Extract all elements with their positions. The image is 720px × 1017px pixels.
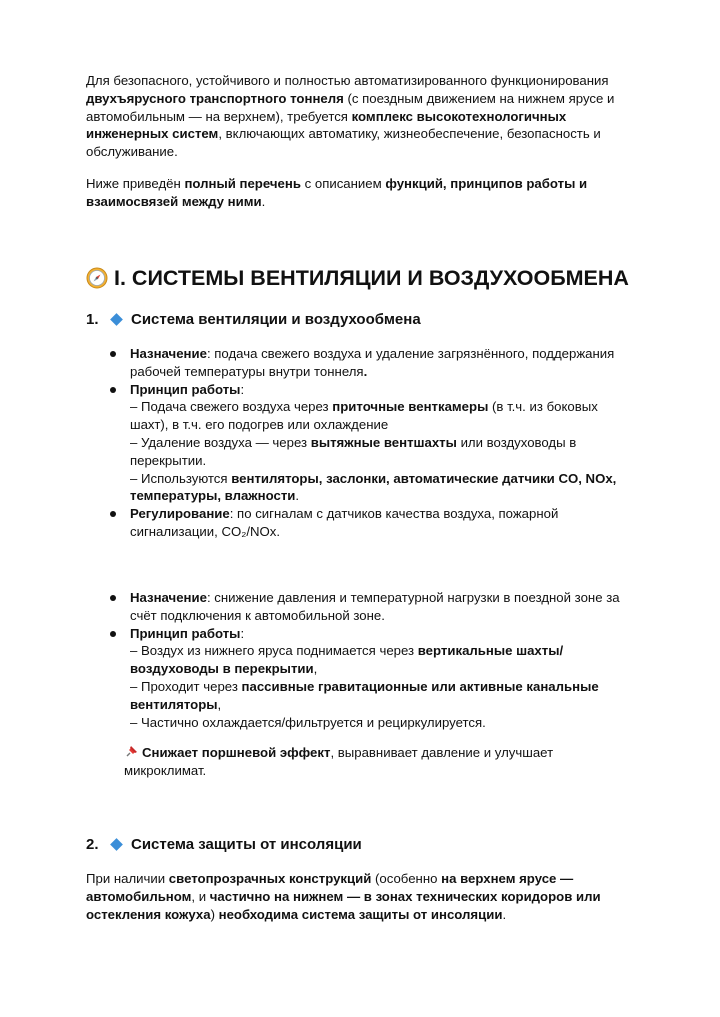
section-title: I. СИСТЕМЫ ВЕНТИЛЯЦИИ И ВОЗДУХООБМЕНА — [114, 266, 629, 290]
text: : по сигналам с датчиков качества воздуха, пожарной сигнализации, CO₂/NOx. — [130, 506, 559, 539]
bold-text: приточные венткамеры — [332, 399, 489, 415]
blue-diamond-icon — [110, 313, 123, 326]
interlevel-ventilation-list — [110, 589, 630, 731]
subsection-number: 2. — [86, 836, 99, 853]
subsection-heading-1 — [86, 310, 646, 330]
bold-text: Снижает поршневой эффект — [142, 745, 331, 760]
text: , и — [191, 888, 210, 904]
intro-paragraph — [86, 72, 646, 161]
bullet-icon — [110, 595, 116, 601]
subsection-title: Система вентиляции и воздухообмена — [131, 311, 421, 328]
bold-text: на верхнем ярусе — автомобильном — [86, 871, 574, 904]
bold-text: вентиляторы, заслонки, автоматические датчики CO, NOx, температуры, влажности — [130, 470, 617, 504]
text: с описанием — [300, 175, 386, 191]
subsection-title: Система защиты от инсоляции — [131, 836, 362, 853]
text: – Частично охлаждается/фильтруется и рециркулируется. — [130, 714, 486, 730]
list-item — [110, 625, 630, 732]
compass-icon — [86, 267, 108, 289]
text: – Проходит через — [130, 678, 242, 694]
list-item — [110, 345, 630, 381]
text: – Удаление воздуха — через — [130, 434, 311, 450]
bullet-icon — [110, 351, 116, 357]
intro-summary-paragraph — [86, 175, 646, 211]
bold-text: . — [363, 363, 368, 379]
bold-text: Назначение — [130, 590, 207, 605]
bold-text: пассивные гравитационные или активные канальные вентиляторы — [130, 678, 599, 712]
list-item — [110, 589, 630, 625]
text: Ниже приведён — [86, 175, 185, 191]
bold-text: вытяжные вентшахты — [310, 434, 457, 450]
section-heading — [86, 264, 686, 292]
text: (в т.ч. из боковых шахт), в т.ч. его подогрев или охлаждение — [130, 399, 598, 433]
bold-text: Назначение — [130, 346, 207, 361]
bold-text: комплекс высокотехнологичных инженерных систем — [86, 108, 567, 142]
bold-text: необходима система защиты от инсоляции — [218, 906, 503, 922]
text: ) — [210, 906, 219, 922]
bold-text: двухъярусного транспортного тоннеля — [86, 90, 344, 106]
bold-text: функций, принципов работы и взаимосвязей между ними — [86, 175, 588, 209]
ventilation-list — [110, 345, 630, 541]
text: При наличии — [86, 871, 169, 886]
text: (особенно — [371, 871, 442, 886]
text: , — [217, 696, 222, 712]
pushpin-icon — [124, 745, 138, 759]
note — [124, 744, 624, 780]
bullet-icon — [110, 631, 116, 637]
text: – Воздух из нижнего яруса поднимается через — [130, 643, 418, 659]
text: . — [261, 193, 266, 209]
bold-text: Принцип работы — [130, 381, 241, 397]
text: или воздуховоды в перекрытии. — [130, 434, 577, 468]
text: : — [240, 381, 245, 397]
bold-text: светопрозрачных конструкций — [168, 871, 372, 886]
text: – Подача свежего воздуха через — [130, 399, 333, 415]
bold-text: частично на нижнем — в зонах технических коридоров или остекления кожуха — [86, 888, 601, 922]
text: – Используются — [130, 470, 232, 486]
text: (с поездным движением на нижнем ярусе и автомобильным — на верхнем), требуется — [86, 90, 615, 124]
text: , включающих автоматику, жизнеобеспечение, безопасность и обслуживание. — [86, 126, 601, 160]
bullet-icon — [110, 511, 116, 517]
text: : подача свежего воздуха и удаление загрязнённого, поддержания рабочей температуры внутри тоннеля — [130, 346, 615, 379]
bold-text: вертикальные шахты/воздуховоды в перекрытии — [130, 643, 564, 677]
text: , выравнивает давление и улучшает микроклимат. — [124, 745, 554, 778]
text: : — [240, 625, 245, 641]
bold-text: Принцип работы — [130, 625, 241, 641]
list-item — [110, 505, 630, 541]
bullet-icon — [110, 387, 116, 393]
list-item — [110, 381, 630, 506]
text: . — [502, 906, 507, 922]
insolation-paragraph — [86, 870, 646, 923]
text: Для безопасного, устойчивого и полностью автоматизированного функционирования — [86, 73, 609, 88]
subsection-number: 1. — [86, 311, 99, 328]
bold-text: Регулирование — [130, 506, 230, 522]
text: . — [295, 488, 300, 504]
bold-text: полный перечень — [184, 175, 301, 191]
blue-diamond-icon — [110, 838, 123, 851]
subsection-heading-2 — [86, 835, 646, 855]
text: : снижение давления и температурной нагрузки в поездной зоне за счёт подключения к автомобильной зоне. — [130, 590, 620, 623]
text: , — [313, 661, 318, 677]
